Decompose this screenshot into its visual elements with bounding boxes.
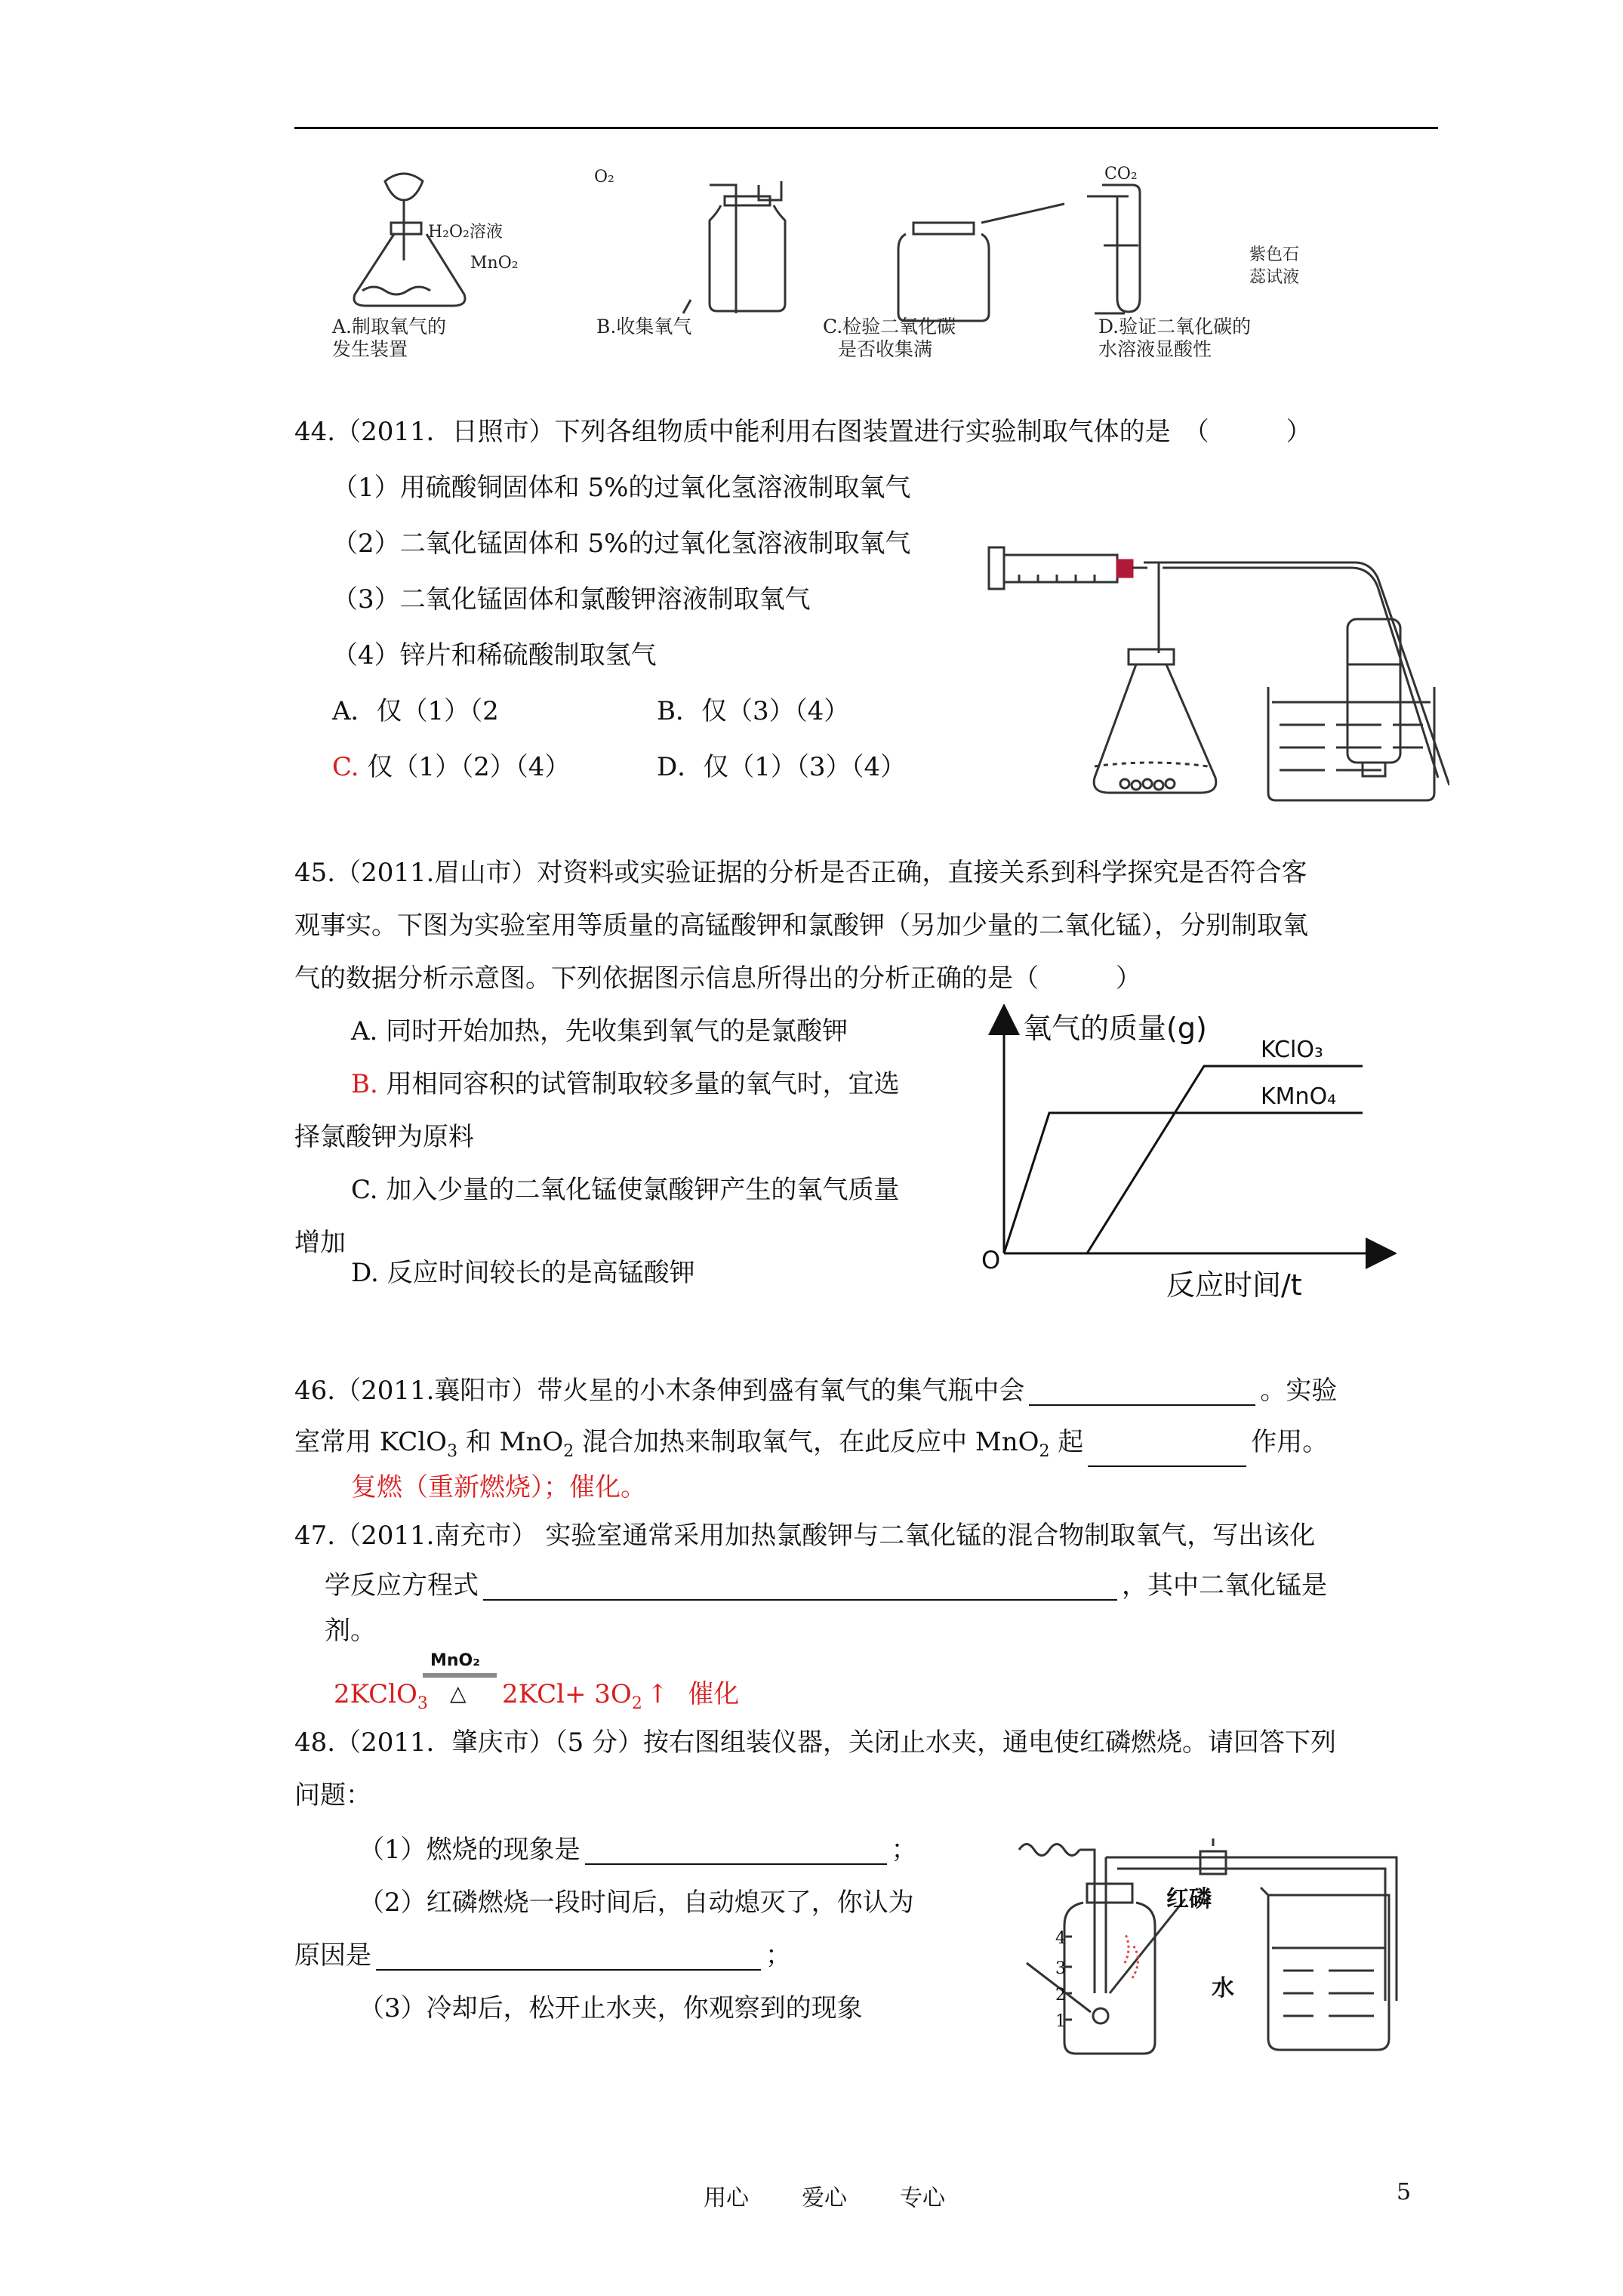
q44-apparatus <box>981 529 1449 808</box>
q44-option-a: A．仅（1）（2 <box>332 696 499 726</box>
q44-option-b: B．仅（3）（4） <box>657 696 850 726</box>
q45-line-1: 45.（2011.眉山市）对资料或实验证据的分析是否正确，直接关系到科学探究是否符合客 <box>294 858 1307 888</box>
q45-line-2: 观事实。下图为实验室用等质量的高锰酸钾和氯酸钾（另加少量的二氧化锰），分别制取氧 <box>294 911 1308 941</box>
header-rule <box>294 127 1438 129</box>
q47-eq-left: 2KClO$_3$ <box>334 1679 428 1713</box>
q47-reaction-bar <box>423 1673 497 1678</box>
q45-option-a: A. 同时开始加热，先收集到氧气的是氯酸钾 <box>351 1016 848 1046</box>
q45-option-d: D. 反应时间较长的是高锰酸钾 <box>351 1258 695 1288</box>
q45-option-b-line1: B. 用相同容积的试管制取较多量的氧气时，宜选 <box>351 1069 900 1099</box>
chart-origin-label: O <box>981 1246 1001 1274</box>
q46-line-2: 室常用 KClO$_3$ 和 MnO$_2$ 混合加热来制取氧气，在此反应中 MnO$_2$ 起 作用。 <box>294 1427 1328 1467</box>
fig-d-caption: D.验证二氧化碳的 水溶液显酸性 <box>1098 316 1252 360</box>
q46-blank-2[interactable] <box>1088 1440 1246 1467</box>
series-label-kmno4: KMnO₄ <box>1261 1083 1337 1110</box>
fig-b-label-o2: O₂ <box>594 168 614 186</box>
q46-line-1: 46.（2011.襄阳市）带火星的小木条伸到盛有氧气的集气瓶中会 。实验 <box>294 1376 1338 1406</box>
q48-item-2b: 原因是 ； <box>294 1940 791 1971</box>
q44-option-c: C. 仅（1）（2）（4） <box>332 752 571 782</box>
q47-line-3: 剂。 <box>325 1616 376 1646</box>
q45-line-3: 气的数据分析示意图。下列依据图示信息所得出的分析正确的是（ ） <box>294 963 1141 994</box>
q46-blank-1[interactable] <box>1029 1379 1255 1406</box>
fig-c-caption: C.检验二氧化碳 是否收集满 <box>823 316 956 360</box>
q47-eq-right: $2KCl+ 3O_2$ ↑ 催化 <box>502 1679 740 1713</box>
page-number: 5 <box>1397 2179 1412 2205</box>
q45-option-b-line2: 择氯酸钾为原料 <box>294 1122 474 1152</box>
q48-tick-3: 3 <box>1055 1959 1066 1978</box>
q45-option-c-line2: 增加 <box>294 1228 346 1258</box>
q48-tick-1: 1 <box>1055 2012 1066 2031</box>
oxygen-mass-chart <box>974 1004 1397 1306</box>
q48-label-water: 水 <box>1212 1975 1234 2002</box>
fig-b-caption: B.收集氧气 <box>596 316 692 337</box>
fig-a-label-h2o2: H₂O₂溶液 <box>428 223 503 242</box>
q44-item-4: （4）锌片和稀硫酸制取氢气 <box>332 640 657 670</box>
series-line-kmno4 <box>1004 1113 1363 1253</box>
q48-line-1: 48.（2011．肇庆市）（5 分）按右图组装仪器，关闭止水夹，通电使红磷燃烧。请回答下列 <box>294 1727 1337 1758</box>
fig-d-label-co2: CO₂ <box>1104 165 1138 183</box>
series-label-kclo3: KClO₃ <box>1261 1037 1323 1063</box>
fig-a-caption: A.制取氧气的 发生装置 <box>332 316 447 360</box>
q47-catalyst-label: MnO₂ <box>430 1651 480 1670</box>
q48-line-2: 问题： <box>294 1780 371 1811</box>
q48-tick-4: 4 <box>1055 1929 1066 1948</box>
footer-text-3: 专心 <box>900 2185 945 2211</box>
q48-item-2: （2）红磷燃烧一段时间后，自动熄灭了，你认为 <box>359 1888 914 1918</box>
chart-y-label: 氧气的质量(g) <box>1023 1012 1207 1045</box>
q47-blank-equation[interactable] <box>483 1573 1117 1601</box>
q44-item-1: （1）用硫酸铜固体和 5%的过氧化氢溶液制取氧气 <box>332 473 911 503</box>
fig-a-label-mno2: MnO₂ <box>470 254 519 273</box>
q48-tick-2: 2 <box>1055 1986 1066 2005</box>
q47-line-1: 47.（2011.南充市） 实验室通常采用加热氯酸钾与二氧化锰的混合物制取氧气，写出该化 <box>294 1521 1316 1551</box>
q48-label-red-phosphorus: 红磷 <box>1166 1886 1212 1912</box>
fig-d-label-litmus2: 蕊试液 <box>1249 268 1300 287</box>
q44-option-d: D．仅（1）（3）（4） <box>657 752 907 782</box>
q48-blank-2[interactable] <box>376 1943 761 1971</box>
q48-item-1: （1）燃烧的现象是 ； <box>359 1835 917 1865</box>
q48-apparatus <box>1004 1827 1427 2069</box>
fig-d-label-litmus1: 紫色石 <box>1249 245 1300 264</box>
q44-item-2: （2）二氧化锰固体和 5%的过氧化氢溶液制取氧气 <box>332 529 911 559</box>
chart-x-label: 反应时间/t <box>1166 1268 1302 1302</box>
footer-text-1: 用心 <box>704 2185 749 2211</box>
q48-item-3: （3）冷却后，松开止水夹，你观察到的现象 <box>359 1993 863 2023</box>
footer-text-2: 爱心 <box>802 2185 847 2211</box>
q47-heat-symbol: △ <box>450 1681 467 1706</box>
q44-stem: 44.（2011．日照市）下列各组物质中能利用右图装置进行实验制取气体的是 （ ） <box>294 417 1312 447</box>
q45-option-c-line1: C. 加入少量的二氧化锰使氯酸钾产生的氧气质量 <box>351 1175 900 1205</box>
q44-item-3: （3）二氧化锰固体和氯酸钾溶液制取氧气 <box>332 584 811 615</box>
q48-blank-1[interactable] <box>585 1838 887 1865</box>
q46-answer: 复燃（重新燃烧）；催化。 <box>351 1472 646 1502</box>
q47-line-2: 学反应方程式 ，其中二氧化锰是 <box>325 1570 1327 1601</box>
